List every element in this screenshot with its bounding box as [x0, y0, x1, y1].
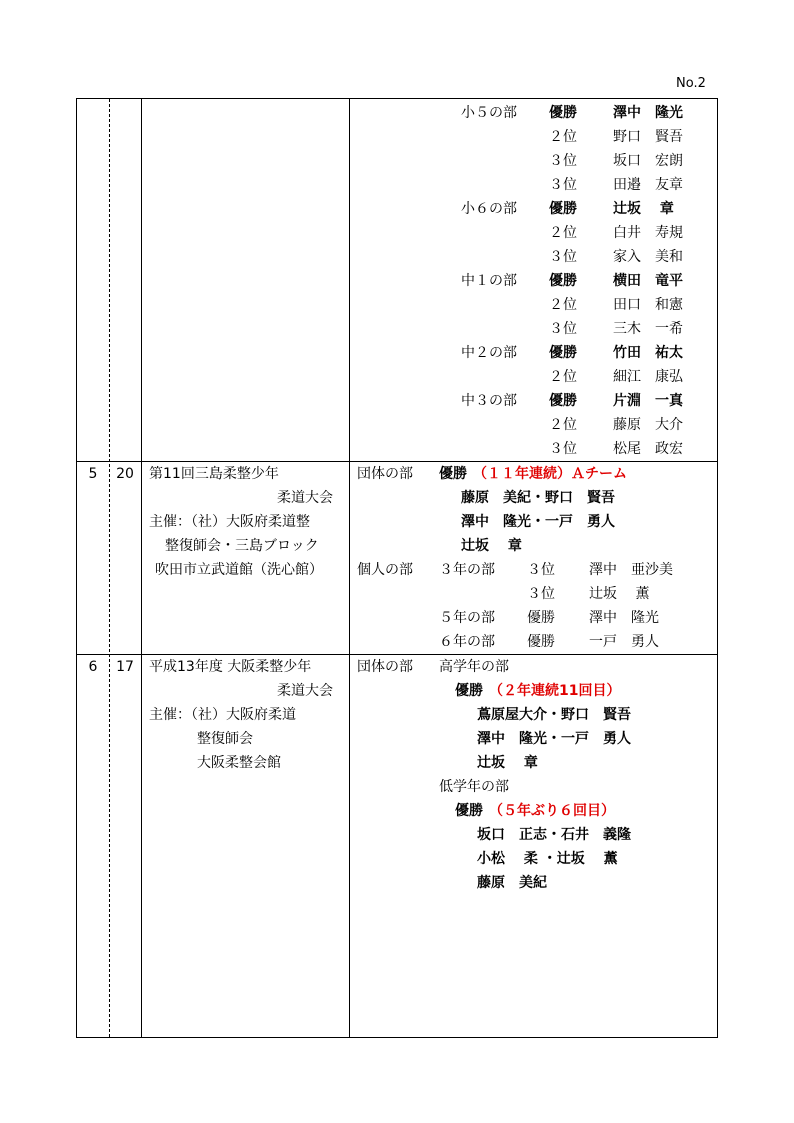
low-members: 藤原 美紀 [477, 875, 547, 891]
rank-label: ２位 [549, 417, 577, 433]
winner-name: 片淵 一真 [613, 393, 683, 409]
day-cell: 20 [116, 466, 134, 482]
high-members: 蔦原屋大介・野口 賢吾 [477, 707, 631, 723]
grade-label: ６年の部 [439, 634, 495, 650]
winner-name: 辻坂 章 [613, 201, 674, 217]
low-win-label: 優勝 [455, 803, 483, 819]
rank-label: ３位 [549, 321, 577, 337]
high-members: 辻坂 章 [477, 755, 538, 771]
rank-label: ２位 [549, 297, 577, 313]
team-members: 藤原 美紀・野口 賢吾 [461, 490, 615, 506]
division-label: 中１の部 [461, 273, 517, 289]
month-cell: 6 [88, 659, 98, 675]
rank-label: 優勝 [527, 610, 555, 626]
rank-label: 優勝 [549, 345, 577, 361]
team-section-label: 団体の部 [357, 466, 413, 482]
rank-label: ３位 [527, 586, 555, 602]
rank-label: ３位 [549, 177, 577, 193]
winner-name: 田口 和憲 [613, 297, 683, 313]
low-grade-label: 低学年の部 [439, 779, 509, 795]
rank-label: ３位 [549, 249, 577, 265]
team-win-label: 優勝 [439, 466, 467, 482]
month-day-divider [109, 99, 110, 1037]
division-label: 小６の部 [461, 201, 517, 217]
grade-label: ５年の部 [439, 610, 495, 626]
event-title: 平成13年度 大阪柔整少年 [149, 659, 312, 675]
rank-label: ３位 [549, 441, 577, 457]
grade-label: ３年の部 [439, 562, 495, 578]
event-title-cont: 柔道大会 [277, 490, 333, 506]
division-label: 小５の部 [461, 105, 517, 121]
winner-name: 坂口 宏朗 [613, 153, 683, 169]
division-label: 中２の部 [461, 345, 517, 361]
event-result-divider [349, 99, 350, 1037]
winner-name: 細江 康弘 [613, 369, 683, 385]
rank-label: ２位 [549, 369, 577, 385]
team-win-note: （１１年連続）Ａチーム [473, 466, 627, 482]
team-members: 辻坂 章 [461, 538, 522, 554]
high-members: 澤中 隆光・一戸 勇人 [477, 731, 631, 747]
winner-name: 一戸 勇人 [589, 634, 659, 650]
high-win-note: （２年連続11回目） [489, 683, 621, 699]
winner-name: 澤中 亜沙美 [589, 562, 673, 578]
winner-name: 田邉 友章 [613, 177, 683, 193]
individual-section-label: 個人の部 [357, 562, 413, 578]
rank-label: ３位 [549, 153, 577, 169]
rank-label: 優勝 [549, 105, 577, 121]
winner-name: 白井 寿規 [613, 225, 683, 241]
day-event-divider [141, 99, 142, 1037]
event-venue: 吹田市立武道館（洗心館） [155, 562, 323, 578]
rank-label: 優勝 [549, 273, 577, 289]
winner-name: 横田 竜平 [613, 273, 683, 289]
winner-name: 竹田 祐太 [613, 345, 683, 361]
team-members: 澤中 隆光・一戸 勇人 [461, 514, 615, 530]
event-title-cont: 柔道大会 [277, 683, 333, 699]
team-section-label: 団体の部 [357, 659, 413, 675]
event-venue: 大阪柔整会館 [197, 755, 281, 771]
winner-name: 家入 美和 [613, 249, 683, 265]
winner-name: 辻坂 薫 [589, 586, 650, 602]
winner-name: 藤原 大介 [613, 417, 683, 433]
low-win-note: （５年ぶり６回目） [489, 803, 615, 819]
rank-label: ３位 [527, 562, 555, 578]
event-organizer: 主催：（社）大阪府柔道整 [149, 514, 310, 530]
day-cell: 17 [116, 659, 134, 675]
low-members: 坂口 正志・石井 義隆 [477, 827, 631, 843]
high-grade-label: 高学年の部 [439, 659, 509, 675]
winner-name: 三木 一希 [613, 321, 683, 337]
winner-name: 野口 賢吾 [613, 129, 683, 145]
high-win-label: 優勝 [455, 683, 483, 699]
winner-name: 澤中 隆光 [613, 105, 683, 121]
event-title: 第11回三島柔整少年 [149, 466, 279, 482]
low-members: 小松 柔 ・辻坂 薫 [477, 851, 618, 867]
division-label: 中３の部 [461, 393, 517, 409]
winner-name: 松尾 政宏 [613, 441, 683, 457]
results-table [76, 98, 718, 1038]
rank-label: 優勝 [549, 393, 577, 409]
event-organizer: 主催：（社）大阪府柔道 [149, 707, 296, 723]
rank-label: 優勝 [549, 201, 577, 217]
rank-label: 優勝 [527, 634, 555, 650]
month-cell: 5 [88, 466, 98, 482]
event-organizer-cont: 整復師会・三島ブロック [165, 538, 319, 554]
page-number: No.2 [676, 76, 706, 91]
rank-label: ２位 [549, 129, 577, 145]
event-organizer-cont: 整復師会 [197, 731, 253, 747]
rank-label: ２位 [549, 225, 577, 241]
winner-name: 澤中 隆光 [589, 610, 659, 626]
